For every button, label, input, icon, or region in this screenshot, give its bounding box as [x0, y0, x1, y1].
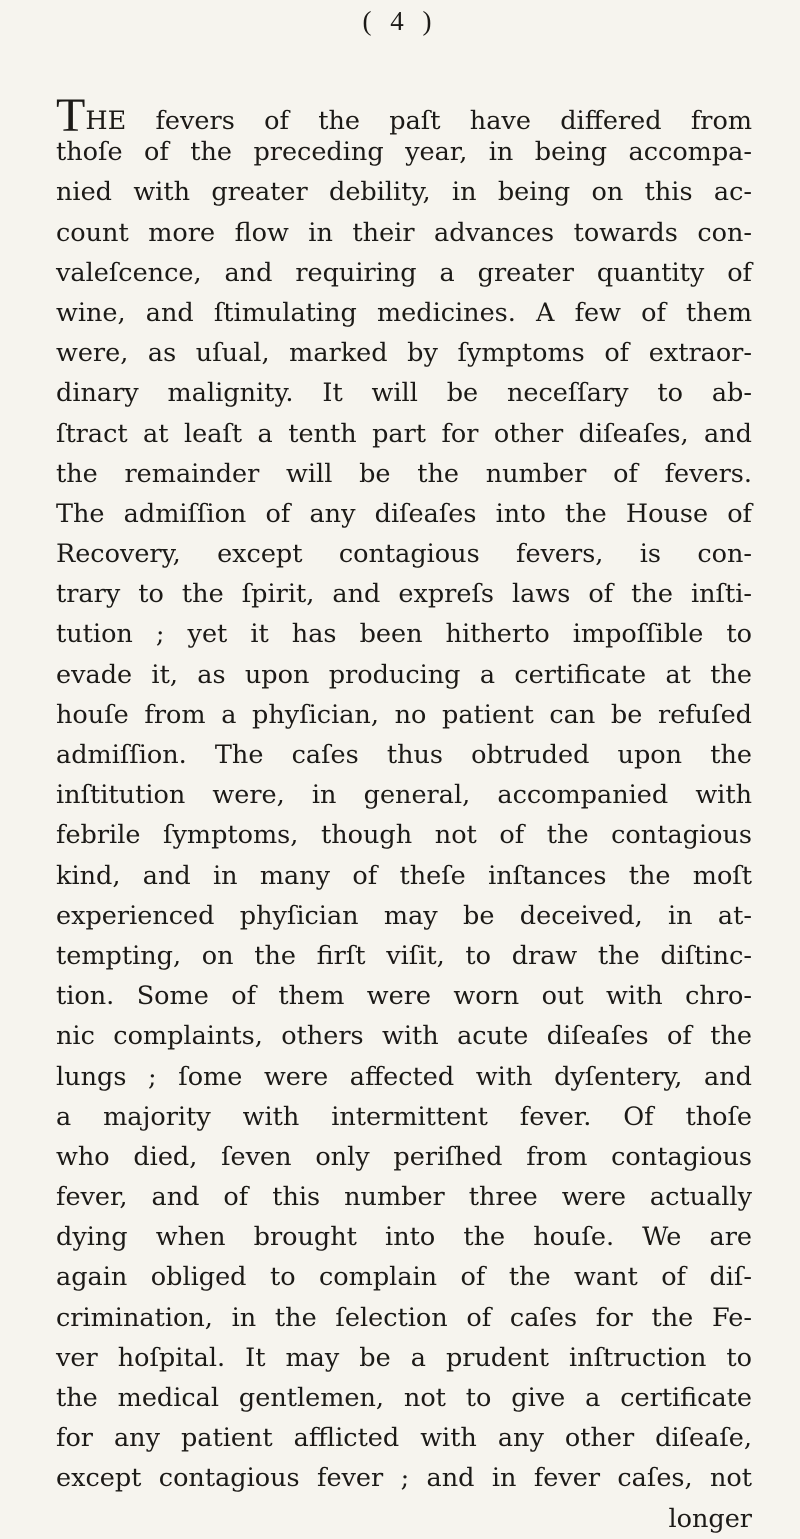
- text-line: tution ; yet it has been hitherto impoſſible to: [56, 619, 752, 650]
- text-line: again obliged to complain of the want of diſ-: [56, 1262, 752, 1293]
- text-line: for any patient afflicted with any other diſeaſe,: [56, 1423, 752, 1454]
- text-line: evade it, as upon producing a certificate at the: [56, 659, 752, 690]
- text-line: except contagious fever ; and in fever caſes, not: [56, 1463, 752, 1494]
- text-line: febrile ſymptoms, though not of the contagious: [56, 820, 752, 851]
- text-line: tempting, on the firſt viſit, to draw the diſtinc-: [56, 940, 752, 971]
- body-text: [0, 89, 800, 1539]
- catchword: longer: [668, 1503, 752, 1534]
- text-line: wine, and ſtimulating medicines. A few of them: [56, 297, 752, 328]
- text-line: count more flow in their advances towards con-: [56, 217, 752, 248]
- text-line: the medical gentlemen, not to give a certificate: [56, 1383, 752, 1413]
- text-line: were, as uſual, marked by ſymptoms of extraor-: [56, 338, 752, 369]
- text-line: nic complaints, others with acute diſeaſes of the: [56, 1021, 752, 1052]
- text-line: thoſe of the preceding year, in being accompa-: [56, 137, 752, 168]
- page-number: ( 4 ): [362, 6, 438, 36]
- text-line: experienced phyſician may be deceived, in at-: [56, 900, 752, 931]
- text-line: a majority with intermittent fever. Of thoſe: [56, 1101, 752, 1132]
- text-line: inſtitution were, in general, accompanied with: [56, 780, 752, 811]
- text-line: trary to the ſpirit, and expreſs laws of the inſti-: [56, 579, 752, 610]
- drop-cap: T: [56, 89, 86, 142]
- text-line: [56, 89, 752, 142]
- text-line: dying when brought into the houſe. We are: [56, 1222, 752, 1253]
- text-line: kind, and in many of theſe inſtances the moſt: [56, 860, 752, 891]
- text-line: houſe from a phyſician, no patient can be refuſed: [56, 699, 752, 730]
- text-line: lungs ; ſome were affected with dyſentery, and: [56, 1061, 752, 1092]
- text-line: tion. Some of them were worn out with chro-: [56, 981, 752, 1012]
- text-line: the remainder will be the number of fevers.: [56, 458, 752, 489]
- text-line: The admiſſion of any diſeaſes into the House of: [56, 498, 752, 529]
- text-line: dinary malignity. It will be neceſſary to ab-: [56, 378, 752, 409]
- first-line-text: HE fevers of the paſt have differed from: [85, 106, 752, 136]
- text-line: ſtract at leaſt a tenth part for other diſeaſes, and: [56, 418, 752, 449]
- text-line: valeſcence, and requiring a greater quantity of: [56, 257, 752, 288]
- text-line: fever, and of this number three were actually: [56, 1182, 752, 1213]
- text-line: ver hoſpital. It may be a prudent inſtruction to: [56, 1342, 752, 1373]
- text-line: admiſſion. The caſes thus obtruded upon the: [56, 740, 752, 770]
- text-line: crimination, in the ſelection of caſes for the Fe-: [56, 1302, 752, 1333]
- text-line: Recovery, except contagious fevers, is con-: [56, 539, 752, 570]
- text-line: who died, ſeven only periſhed from contagious: [56, 1141, 752, 1172]
- text-line: nied with greater debility, in being on this ac-: [56, 177, 752, 208]
